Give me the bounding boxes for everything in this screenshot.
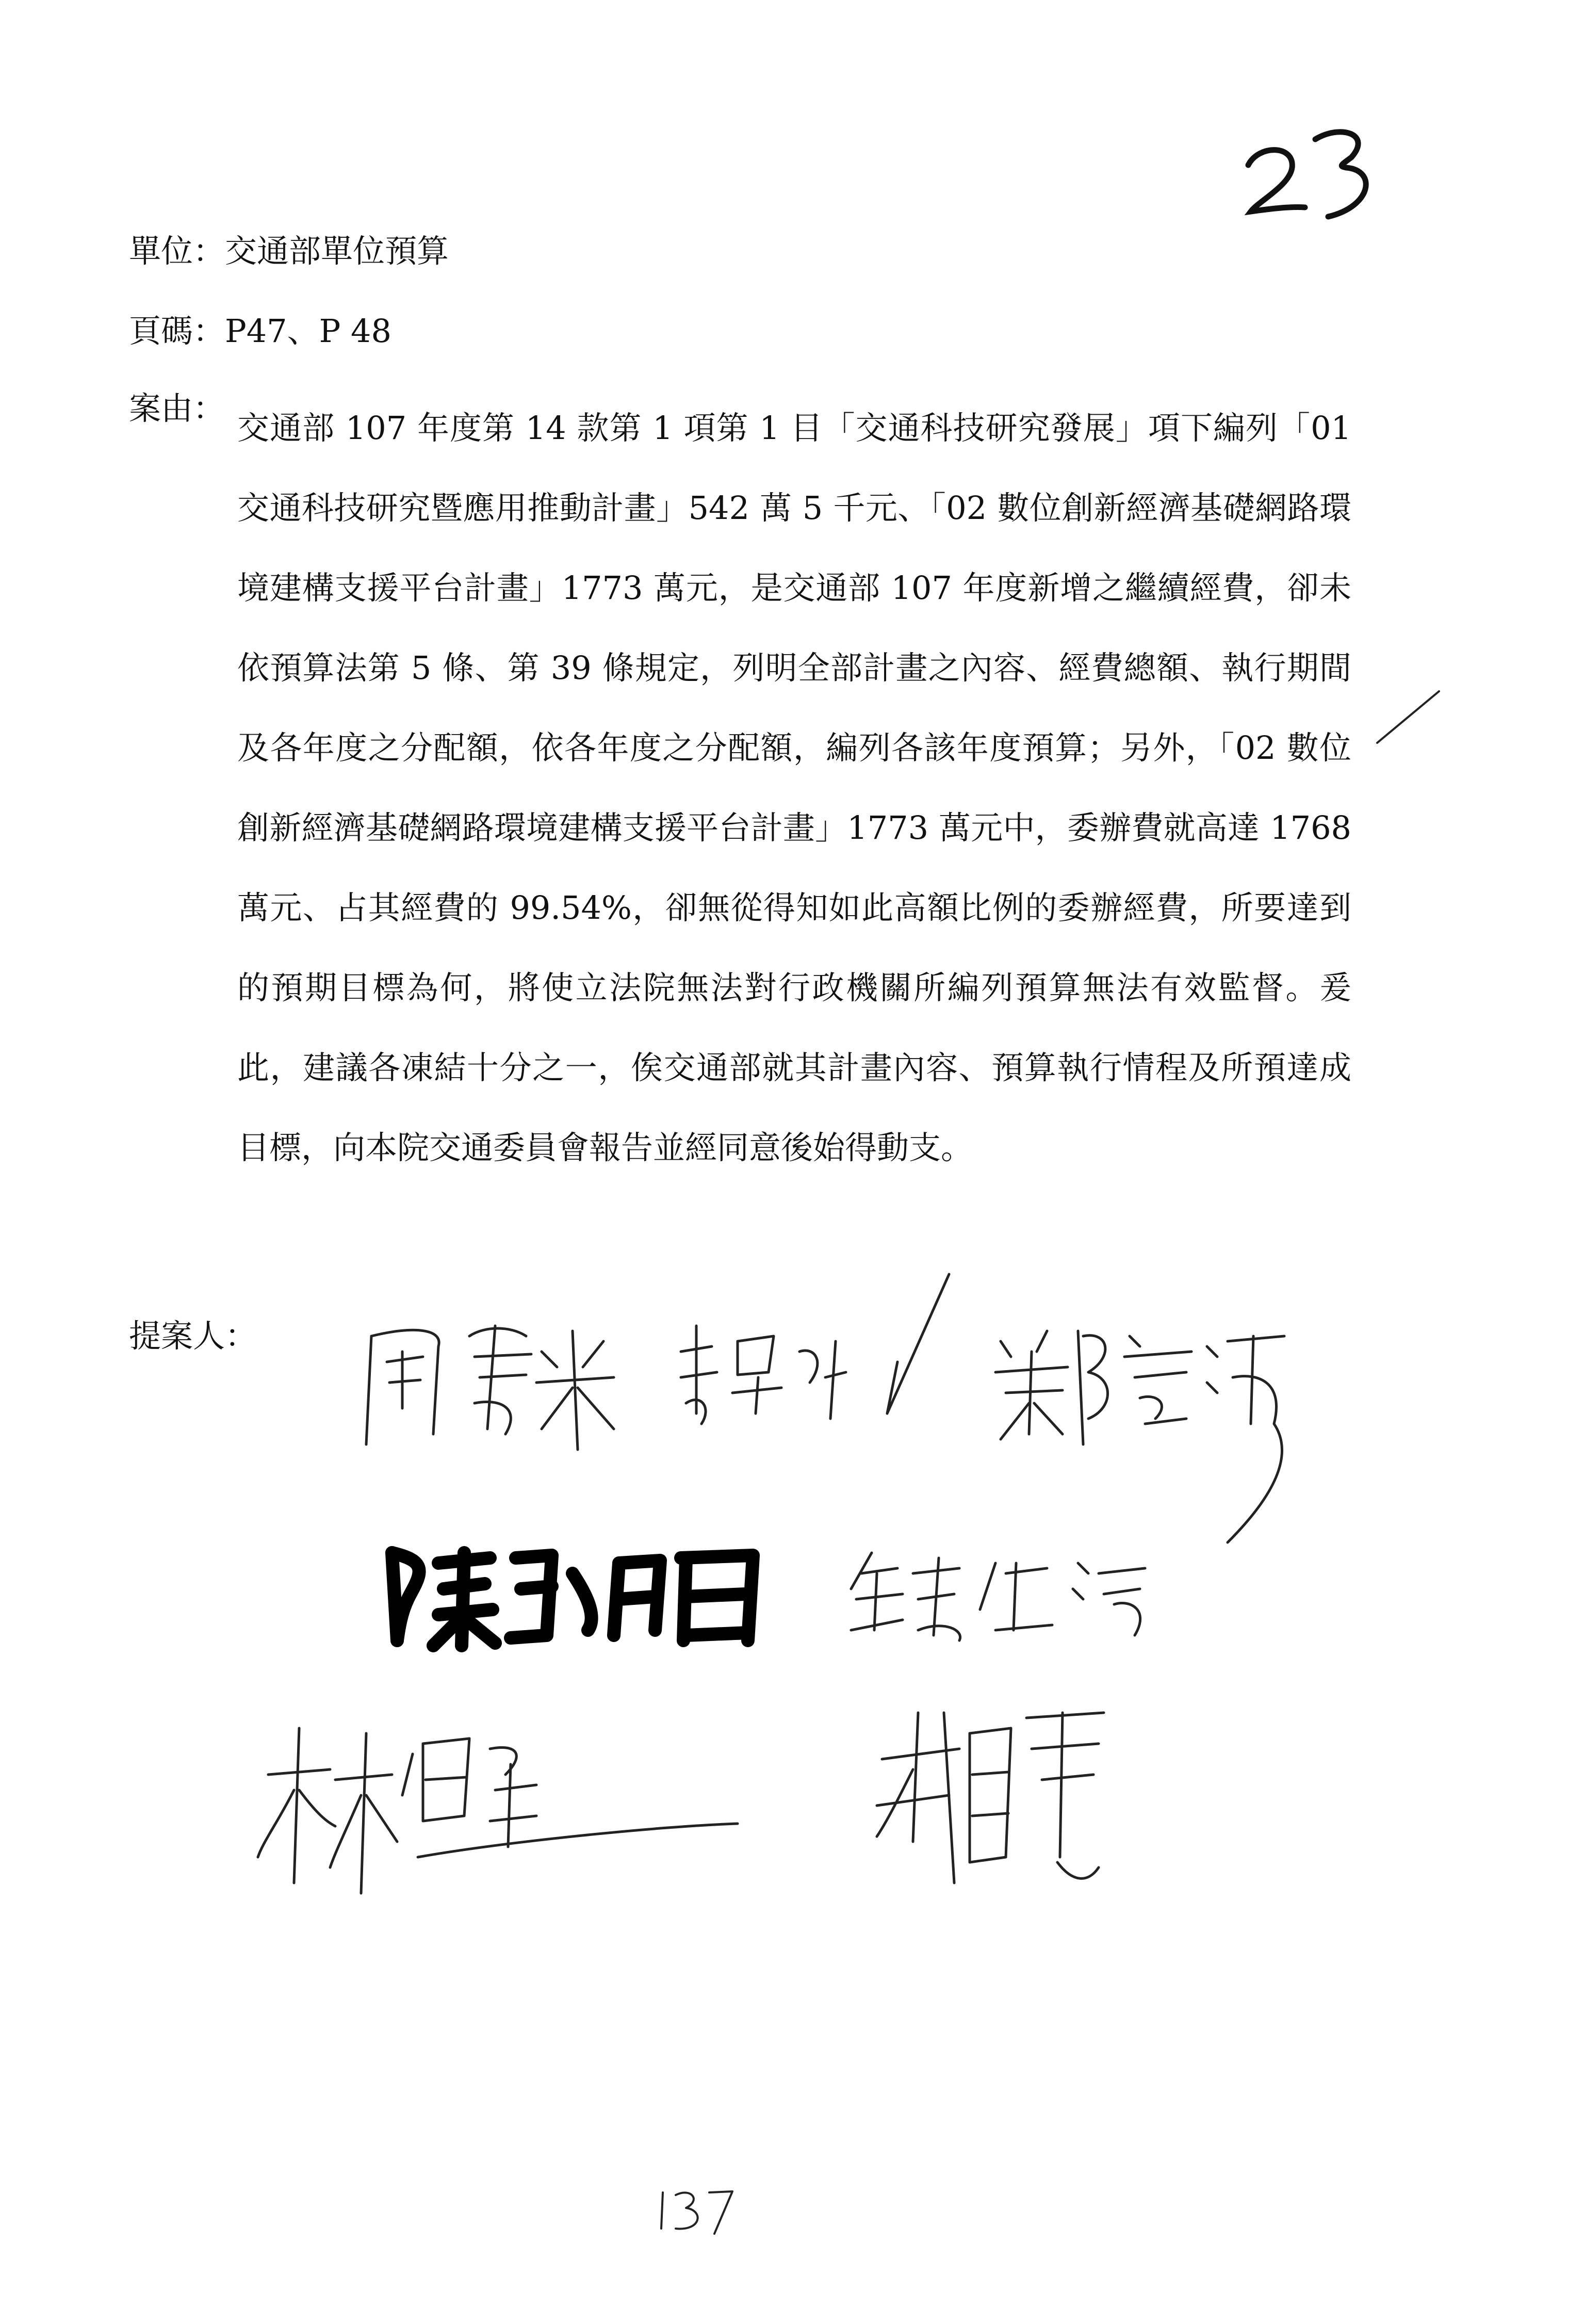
signature-drawing xyxy=(382,1532,769,1656)
signature xyxy=(248,1702,763,1909)
signature xyxy=(985,1300,1315,1558)
signature xyxy=(356,1305,624,1460)
page-value: P47、P 48 xyxy=(225,312,391,350)
page-row xyxy=(129,311,391,352)
unit-label: 單位： xyxy=(129,232,225,270)
handwritten-page-number xyxy=(1238,119,1393,232)
signature-drawing xyxy=(985,1300,1315,1558)
signature xyxy=(841,1542,1161,1646)
case-row xyxy=(129,388,225,429)
margin-slash-mark xyxy=(1372,686,1444,748)
signature-drawing xyxy=(671,1259,959,1444)
signature-area xyxy=(248,1259,1331,1929)
signature-drawing xyxy=(248,1702,763,1909)
footer-number-drawing xyxy=(655,2182,738,2239)
proposer-label: 提案人： xyxy=(129,1317,257,1355)
signature xyxy=(382,1532,769,1656)
case-body xyxy=(237,388,1351,1188)
signature xyxy=(671,1259,959,1444)
case-text: 交通部 107 年度第 14 款第 1 項第 1 目「交通科技研究發展」項下編列「01 交通科技研究暨應用推動計畫」542 萬 5 千元、「02 數位創新經濟基礎網路環境建構支援平台計畫」1773 萬元，是交通部 107 年度新增之繼續經費，卻未依預算法第 5 條、第 39 條規定，列明全部計畫之內容、經費總額、執行期間及各年度之分配額，依各年度之分配額，編列各該年度預算；另外，「02 數位創新經濟基礎網路環境建構支援平台計畫」1773 萬元中，委辦費就高達 1768 萬元、占其經費的 99.54%，卻無從得知如此高額比例的委辦經費，所要達到的預期目標為何，將使立法院無法對行政機關所編列預算無法有效監督。爰此，建議各凍結十分之一，俟交通部就其計畫內容、預算執行情程及所預達成目標，向本院交通委員會報告並經同意後始得動支。 xyxy=(237,409,1351,1166)
signature xyxy=(856,1687,1124,1904)
handwritten-footer-page xyxy=(655,2182,738,2239)
unit-value: 交通部單位預算 xyxy=(225,232,449,270)
signature-drawing xyxy=(856,1687,1124,1904)
proposer-row xyxy=(129,1315,257,1357)
unit-row xyxy=(129,231,449,272)
page-label: 頁碼： xyxy=(129,312,225,350)
handwritten-number-drawing xyxy=(1238,119,1393,232)
case-label: 案由： xyxy=(129,389,225,427)
signature-drawing xyxy=(841,1542,1161,1646)
signature-drawing xyxy=(356,1305,624,1460)
